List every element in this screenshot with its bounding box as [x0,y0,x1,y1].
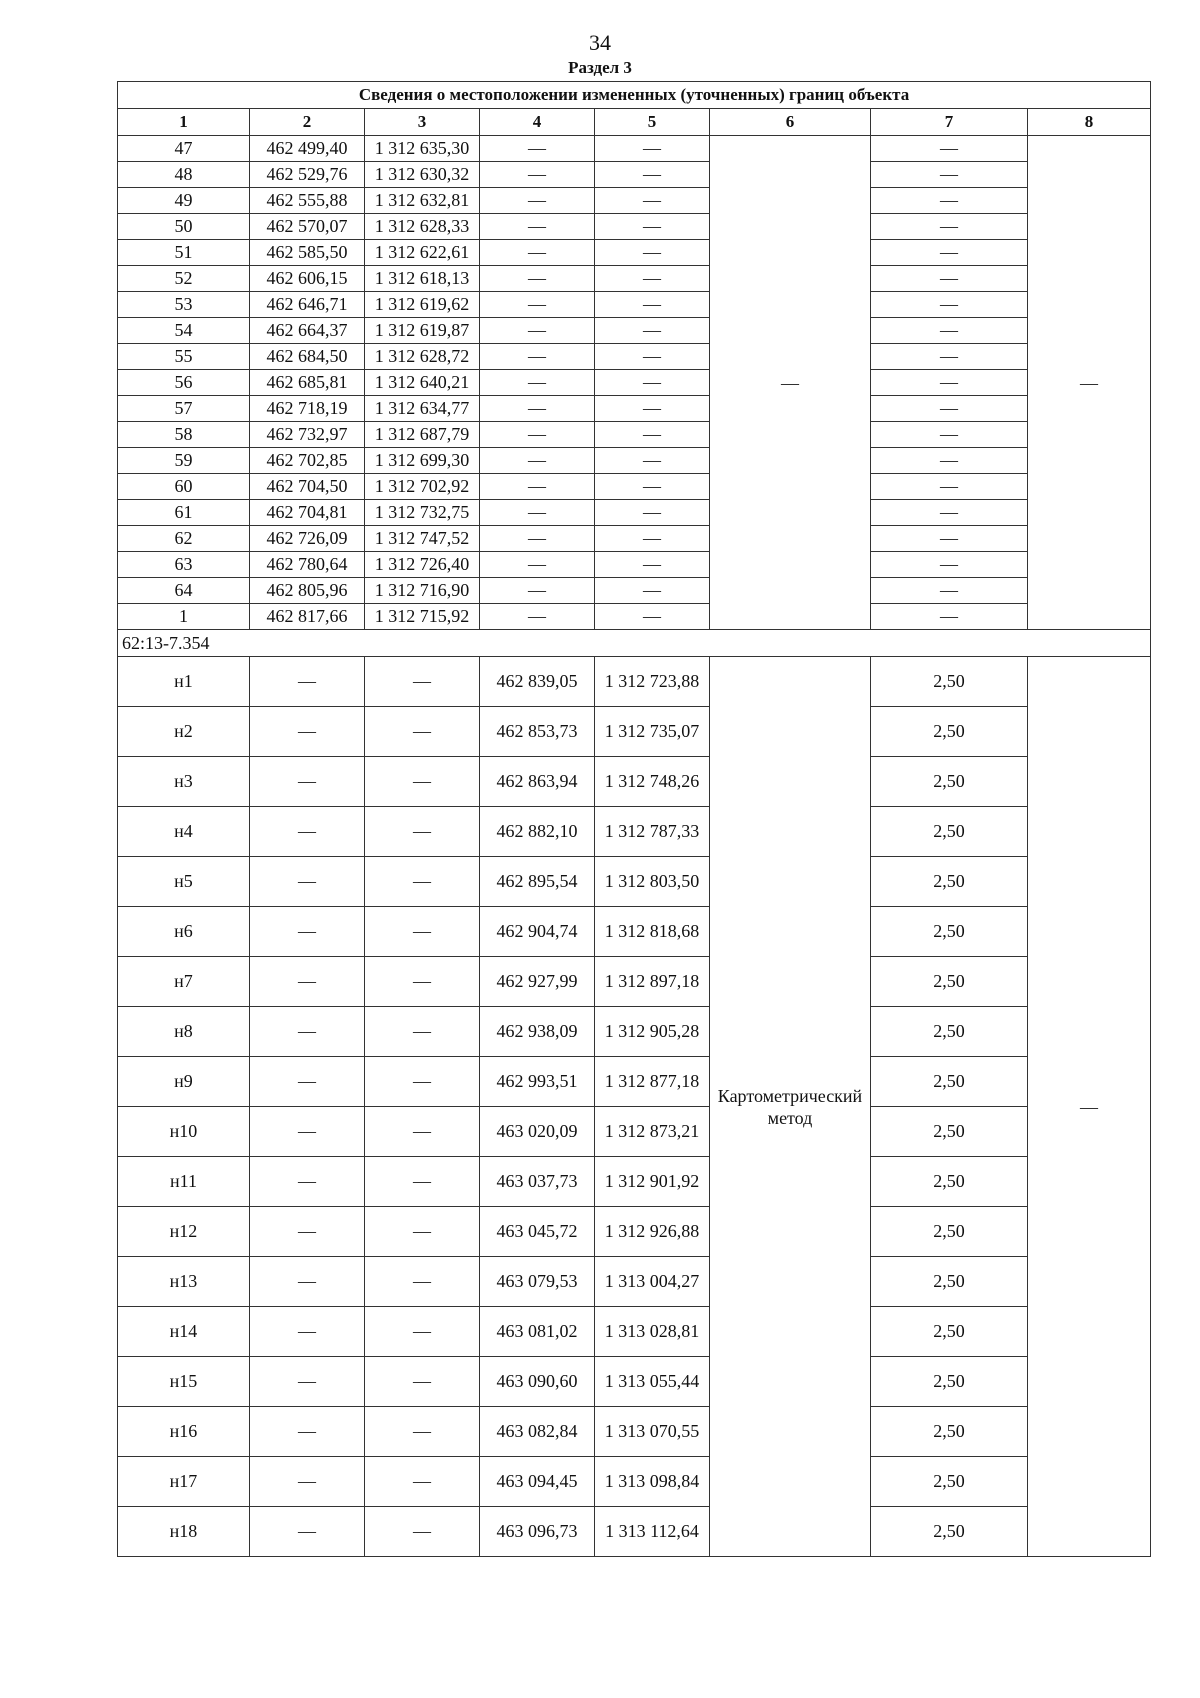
point-number-cell: 64 [118,578,250,604]
point-number-cell: н13 [118,1257,250,1307]
y-new-cell: — [595,266,710,292]
y-new-cell: — [595,240,710,266]
y-old-cell: 1 312 716,90 [365,578,480,604]
table-row [118,240,1151,266]
x-new-cell: 462 839,05 [480,657,595,707]
table-row [118,188,1151,214]
x-new-cell: — [480,500,595,526]
accuracy-cell: 2,50 [871,1157,1028,1207]
y-new-cell: 1 312 818,68 [595,907,710,957]
x-new-cell: 463 045,72 [480,1207,595,1257]
x-new-cell: 463 094,45 [480,1457,595,1507]
section-title: Раздел 3 [568,58,632,77]
x-old-cell: — [250,1357,365,1407]
x-new-cell: 463 082,84 [480,1407,595,1457]
accuracy-cell: — [871,292,1028,318]
y-new-cell: — [595,500,710,526]
accuracy-cell: — [871,396,1028,422]
x-new-cell: 462 882,10 [480,807,595,857]
table-row [118,214,1151,240]
point-number-cell: н9 [118,1057,250,1107]
accuracy-cell: — [871,188,1028,214]
x-old-cell: 462 499,40 [250,136,365,162]
x-old-cell: 462 732,97 [250,422,365,448]
accuracy-cell: — [871,344,1028,370]
y-old-cell: — [365,1407,480,1457]
x-old-cell: — [250,1007,365,1057]
y-old-cell: 1 312 726,40 [365,552,480,578]
accuracy-cell: 2,50 [871,1407,1028,1457]
y-new-cell: — [595,318,710,344]
x-old-cell: — [250,857,365,907]
accuracy-cell: 2,50 [871,1457,1028,1507]
table-row [118,657,1151,707]
y-old-cell: — [365,707,480,757]
y-old-cell: 1 312 702,92 [365,474,480,500]
x-new-cell: — [480,214,595,240]
accuracy-cell: 2,50 [871,957,1028,1007]
x-old-cell: — [250,1307,365,1357]
y-new-cell: 1 312 926,88 [595,1207,710,1257]
x-old-cell: 462 555,88 [250,188,365,214]
column-number: 1 [118,109,250,136]
x-old-cell: — [250,1157,365,1207]
x-old-cell: 462 570,07 [250,214,365,240]
x-old-cell: 462 646,71 [250,292,365,318]
x-old-cell: 462 718,19 [250,396,365,422]
y-old-cell: — [365,1157,480,1207]
y-old-cell: 1 312 619,62 [365,292,480,318]
table-row [118,474,1151,500]
accuracy-cell: 2,50 [871,1007,1028,1057]
point-number-cell: 57 [118,396,250,422]
point-number-cell: н11 [118,1157,250,1207]
accuracy-cell: 2,50 [871,1207,1028,1257]
accuracy-cell: 2,50 [871,1257,1028,1307]
y-old-cell: 1 312 732,75 [365,500,480,526]
x-new-cell: — [480,578,595,604]
y-old-cell: 1 312 628,72 [365,344,480,370]
point-number-cell: 61 [118,500,250,526]
x-old-cell: 462 726,09 [250,526,365,552]
accuracy-cell: — [871,578,1028,604]
cadastral-number-subheading: 62:13-7.354 [118,630,1151,657]
table-row [118,266,1151,292]
y-new-cell: — [595,552,710,578]
x-new-cell: — [480,162,595,188]
point-number-cell: н17 [118,1457,250,1507]
x-new-cell: — [480,422,595,448]
x-new-cell: 463 096,73 [480,1507,595,1557]
y-new-cell: 1 312 877,18 [595,1057,710,1107]
y-new-cell: — [595,162,710,188]
y-new-cell: — [595,422,710,448]
accuracy-cell: — [871,526,1028,552]
table-row [118,292,1151,318]
accuracy-cell: — [871,500,1028,526]
x-old-cell: 462 684,50 [250,344,365,370]
accuracy-cell: 2,50 [871,807,1028,857]
table-row [118,396,1151,422]
y-new-cell: 1 312 787,33 [595,807,710,857]
accuracy-cell: — [871,214,1028,240]
y-old-cell: 1 312 630,32 [365,162,480,188]
y-new-cell: 1 312 873,21 [595,1107,710,1157]
x-old-cell: 462 780,64 [250,552,365,578]
column-number: 8 [1028,109,1151,136]
point-number-cell: 63 [118,552,250,578]
y-old-cell: 1 312 635,30 [365,136,480,162]
x-new-cell: — [480,318,595,344]
x-old-cell: 462 704,50 [250,474,365,500]
point-number-cell: н7 [118,957,250,1007]
table-row [118,1157,1151,1207]
description-cell: — [1028,136,1151,630]
point-number-cell: 52 [118,266,250,292]
x-new-cell: 463 081,02 [480,1307,595,1357]
accuracy-cell: 2,50 [871,907,1028,957]
accuracy-cell: — [871,552,1028,578]
point-number-cell: 51 [118,240,250,266]
table-row [118,448,1151,474]
point-number-cell: н18 [118,1507,250,1557]
x-old-cell: — [250,1457,365,1507]
accuracy-cell: — [871,422,1028,448]
x-old-cell: — [250,1407,365,1457]
y-new-cell: — [595,292,710,318]
x-new-cell: — [480,370,595,396]
method-cell: Картометрический метод [710,657,871,1557]
table-row [118,757,1151,807]
y-old-cell: 1 312 619,87 [365,318,480,344]
point-number-cell: н5 [118,857,250,907]
y-new-cell: 1 312 723,88 [595,657,710,707]
x-old-cell: 462 805,96 [250,578,365,604]
y-old-cell: 1 312 715,92 [365,604,480,630]
table-row [118,1107,1151,1157]
x-old-cell: 462 585,50 [250,240,365,266]
table-row [118,1407,1151,1457]
accuracy-cell: — [871,370,1028,396]
x-new-cell: — [480,474,595,500]
accuracy-cell: — [871,162,1028,188]
point-number-cell: 59 [118,448,250,474]
y-old-cell: — [365,657,480,707]
x-new-cell: — [480,292,595,318]
y-old-cell: 1 312 618,13 [365,266,480,292]
x-new-cell: — [480,266,595,292]
table-row [118,707,1151,757]
y-new-cell: — [595,604,710,630]
y-old-cell: 1 312 628,33 [365,214,480,240]
accuracy-cell: — [871,474,1028,500]
point-number-cell: 50 [118,214,250,240]
table-row [118,578,1151,604]
table-row [118,1057,1151,1107]
method-cell: — [710,136,871,630]
table-row [118,1357,1151,1407]
column-number: 4 [480,109,595,136]
accuracy-cell: — [871,266,1028,292]
y-old-cell: — [365,1307,480,1357]
y-new-cell: — [595,370,710,396]
x-old-cell: 462 529,76 [250,162,365,188]
table-row [118,500,1151,526]
x-new-cell: — [480,448,595,474]
accuracy-cell: 2,50 [871,1507,1028,1557]
x-old-cell: — [250,1507,365,1557]
accuracy-cell: 2,50 [871,707,1028,757]
x-new-cell: — [480,344,595,370]
y-old-cell: — [365,1257,480,1307]
point-number-cell: н14 [118,1307,250,1357]
x-old-cell: 462 704,81 [250,500,365,526]
accuracy-cell: 2,50 [871,1307,1028,1357]
y-old-cell: — [365,1357,480,1407]
column-number: 6 [710,109,871,136]
y-new-cell: 1 313 098,84 [595,1457,710,1507]
x-old-cell: — [250,1207,365,1257]
y-old-cell: 1 312 632,81 [365,188,480,214]
point-number-cell: н4 [118,807,250,857]
x-old-cell: — [250,807,365,857]
point-number-cell: 1 [118,604,250,630]
point-number-cell: 55 [118,344,250,370]
point-number-cell: 47 [118,136,250,162]
y-old-cell: — [365,1007,480,1057]
y-old-cell: — [365,957,480,1007]
accuracy-cell: — [871,604,1028,630]
table-row [118,1257,1151,1307]
x-new-cell: 462 895,54 [480,857,595,907]
y-old-cell: — [365,1207,480,1257]
x-new-cell: 463 090,60 [480,1357,595,1407]
y-old-cell: — [365,757,480,807]
x-old-cell: — [250,907,365,957]
page-number: 34 [589,30,611,55]
x-new-cell: 462 863,94 [480,757,595,807]
table-row [118,807,1151,857]
accuracy-cell: 2,50 [871,1057,1028,1107]
x-old-cell: — [250,1107,365,1157]
x-new-cell: 463 037,73 [480,1157,595,1207]
y-new-cell: 1 312 803,50 [595,857,710,907]
point-number-cell: 58 [118,422,250,448]
y-new-cell: 1 312 748,26 [595,757,710,807]
x-old-cell: — [250,1057,365,1107]
point-number-cell: 54 [118,318,250,344]
table-row [118,1507,1151,1557]
point-number-cell: 60 [118,474,250,500]
x-new-cell: — [480,188,595,214]
y-old-cell: 1 312 747,52 [365,526,480,552]
x-new-cell: — [480,604,595,630]
y-new-cell: 1 313 112,64 [595,1507,710,1557]
point-number-cell: н8 [118,1007,250,1057]
point-number-cell: н2 [118,707,250,757]
y-new-cell: 1 313 004,27 [595,1257,710,1307]
table-row [118,162,1151,188]
y-old-cell: — [365,1457,480,1507]
table-row [118,318,1151,344]
accuracy-cell: 2,50 [871,857,1028,907]
y-new-cell: 1 313 070,55 [595,1407,710,1457]
y-new-cell: 1 313 028,81 [595,1307,710,1357]
y-old-cell: 1 312 687,79 [365,422,480,448]
y-old-cell: 1 312 622,61 [365,240,480,266]
accuracy-cell: — [871,136,1028,162]
table-row [118,1007,1151,1057]
x-new-cell: 462 993,51 [480,1057,595,1107]
accuracy-cell: — [871,240,1028,266]
y-new-cell: — [595,188,710,214]
x-old-cell: — [250,707,365,757]
boundary-coordinates-table [117,81,1151,1557]
table-row [118,136,1151,162]
y-old-cell: — [365,807,480,857]
x-old-cell: — [250,957,365,1007]
point-number-cell: н3 [118,757,250,807]
x-old-cell: 462 817,66 [250,604,365,630]
x-new-cell: — [480,396,595,422]
y-old-cell: — [365,1107,480,1157]
table-row [118,1207,1151,1257]
x-old-cell: 462 685,81 [250,370,365,396]
column-number: 3 [365,109,480,136]
point-number-cell: н10 [118,1107,250,1157]
y-new-cell: — [595,396,710,422]
accuracy-cell: 2,50 [871,1357,1028,1407]
point-number-cell: н1 [118,657,250,707]
accuracy-cell: 2,50 [871,1107,1028,1157]
accuracy-cell: — [871,318,1028,344]
point-number-cell: н16 [118,1407,250,1457]
x-old-cell: — [250,1257,365,1307]
table-row [118,907,1151,957]
y-new-cell: 1 312 901,92 [595,1157,710,1207]
x-new-cell: 463 079,53 [480,1257,595,1307]
table-row [118,552,1151,578]
x-new-cell: 462 904,74 [480,907,595,957]
x-old-cell: 462 664,37 [250,318,365,344]
y-old-cell: — [365,907,480,957]
y-old-cell: — [365,1507,480,1557]
y-new-cell: — [595,136,710,162]
x-new-cell: 463 020,09 [480,1107,595,1157]
x-new-cell: — [480,136,595,162]
y-new-cell: — [595,214,710,240]
table-row [118,604,1151,630]
x-new-cell: 462 927,99 [480,957,595,1007]
x-new-cell: — [480,552,595,578]
y-new-cell: 1 313 055,44 [595,1357,710,1407]
y-new-cell: — [595,578,710,604]
accuracy-cell: — [871,448,1028,474]
x-old-cell: — [250,757,365,807]
y-old-cell: — [365,1057,480,1107]
y-new-cell: — [595,448,710,474]
y-old-cell: 1 312 640,21 [365,370,480,396]
y-new-cell: 1 312 897,18 [595,957,710,1007]
accuracy-cell: 2,50 [871,657,1028,707]
table-row [118,344,1151,370]
y-new-cell: 1 312 735,07 [595,707,710,757]
y-new-cell: — [595,474,710,500]
point-number-cell: 56 [118,370,250,396]
x-new-cell: — [480,526,595,552]
y-new-cell: — [595,526,710,552]
point-number-cell: 62 [118,526,250,552]
y-old-cell: 1 312 699,30 [365,448,480,474]
point-number-cell: 53 [118,292,250,318]
x-old-cell: — [250,657,365,707]
point-number-cell: н12 [118,1207,250,1257]
y-old-cell: 1 312 634,77 [365,396,480,422]
column-number: 2 [250,109,365,136]
table-caption: Сведения о местоположении измененных (уточненных) границ объекта [118,82,1151,109]
y-new-cell: — [595,344,710,370]
x-new-cell: 462 853,73 [480,707,595,757]
column-number: 5 [595,109,710,136]
table-row [118,526,1151,552]
table-row [118,422,1151,448]
point-number-cell: 48 [118,162,250,188]
x-new-cell: 462 938,09 [480,1007,595,1057]
table-row [118,957,1151,1007]
point-number-cell: н6 [118,907,250,957]
y-new-cell: 1 312 905,28 [595,1007,710,1057]
table-row [118,1457,1151,1507]
table-row [118,857,1151,907]
accuracy-cell: 2,50 [871,757,1028,807]
x-old-cell: 462 702,85 [250,448,365,474]
table-row [118,1307,1151,1357]
x-new-cell: — [480,240,595,266]
point-number-cell: н15 [118,1357,250,1407]
point-number-cell: 49 [118,188,250,214]
x-old-cell: 462 606,15 [250,266,365,292]
column-number: 7 [871,109,1028,136]
description-cell: — [1028,657,1151,1557]
y-old-cell: — [365,857,480,907]
table-row [118,370,1151,396]
